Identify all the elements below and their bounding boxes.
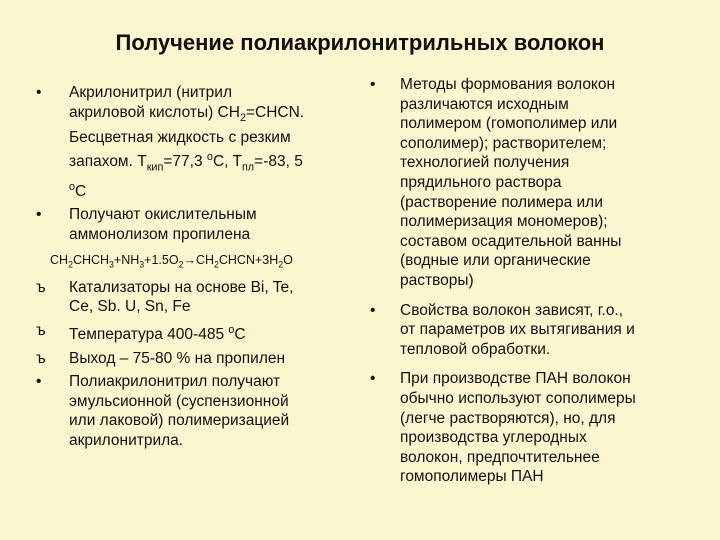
text-line: Катализаторы на основе Bi, Te, (69, 278, 294, 296)
bullet-check: ъ (36, 349, 46, 367)
text-line: аммонолизом пропилена (69, 226, 251, 244)
text-line: Температура 400-485 $^о$C (69, 323, 246, 344)
text-line: При производстве ПАН волокон (400, 370, 631, 388)
text-line: (растворение полимера или (400, 193, 603, 211)
text-line: сополимер); растворителем; (400, 134, 607, 152)
left-item-temperature (36, 321, 356, 345)
text-line: Ce, Sb. U, Sn, Fe (69, 298, 191, 316)
bullet-dot: • (370, 301, 376, 319)
left-item-yield (36, 349, 356, 369)
text-line: Выход – 75-80 % на пропилен (69, 349, 286, 367)
bullet-dot: • (370, 370, 376, 388)
left-item-acrylonitrile (36, 83, 356, 201)
text-line: акриловой кислоты) $CH_2=CHCN$. (69, 103, 305, 124)
text-line: Бесцветная жидкость с резким (69, 129, 291, 147)
text-line: от параметров их вытягивания и (400, 321, 635, 339)
text-line: полимеризация мономеров); (400, 213, 608, 231)
text-line: составом осадительной ванны (400, 232, 622, 250)
reaction-formula: $CH_2CHCH_3+NH_3+1.5O_2\to CH_2CHCN+3H_2O$ (50, 252, 293, 270)
text-line: различаются исходным (400, 95, 569, 113)
left-item-catalysts (36, 278, 356, 317)
bullet-dot: • (36, 84, 42, 101)
bullet-dot: • (36, 206, 42, 224)
text-line: тепловой обработки. (400, 340, 551, 358)
text-line: запахом. $T_{кип}=77,3$ $^о$C, $T_{пл}=-83$, 5 (69, 150, 303, 174)
text-line: прядильного раствора (400, 173, 562, 191)
bullet-dot: • (36, 373, 42, 391)
text-line: обычно используют сополимеры (400, 389, 636, 407)
right-item-properties (370, 301, 680, 360)
text-line: Свойства волокон зависят, г.о., (400, 301, 624, 319)
text-line: технологией получения (400, 154, 570, 172)
text-line: гомополимеры ПАН (400, 468, 544, 486)
text-line: (водные или органические (400, 252, 591, 270)
bullet-dot: • (370, 76, 376, 93)
text-line: растворы) (400, 271, 474, 289)
left-column (36, 83, 356, 451)
text-line: эмульсионной (суспензионной (69, 392, 289, 410)
right-item-methods (370, 75, 680, 291)
text-line: акрилонитрила. (69, 432, 184, 450)
text-line: $^о$C (69, 180, 87, 200)
right-item-production (370, 369, 680, 487)
left-item-ammonolysis (36, 205, 356, 244)
bullet-check: ъ (36, 321, 46, 339)
left-item-polymerization (36, 372, 356, 450)
slide-title: Получение полиакрилонитрильных волокон (115, 30, 605, 55)
text-line: или лаковой) полимеризацией (69, 412, 290, 430)
arrow-icon: → (183, 252, 196, 267)
text-line: Акрилонитрил (нитрил (69, 84, 232, 101)
text-line: Получают окислительным (69, 206, 257, 224)
text-line: волокон, предпочтительнее (400, 448, 600, 466)
text-line: полимером (гомополимер или (400, 115, 618, 133)
text-line: (легче растворяются), но, для (400, 409, 616, 427)
right-column (370, 75, 680, 487)
text-line: Полиакрилонитрил получают (69, 373, 281, 391)
text-line: производства углеродных (400, 429, 587, 447)
text-line: Методы формования волокон (400, 76, 616, 93)
bullet-check: ъ (36, 278, 46, 296)
